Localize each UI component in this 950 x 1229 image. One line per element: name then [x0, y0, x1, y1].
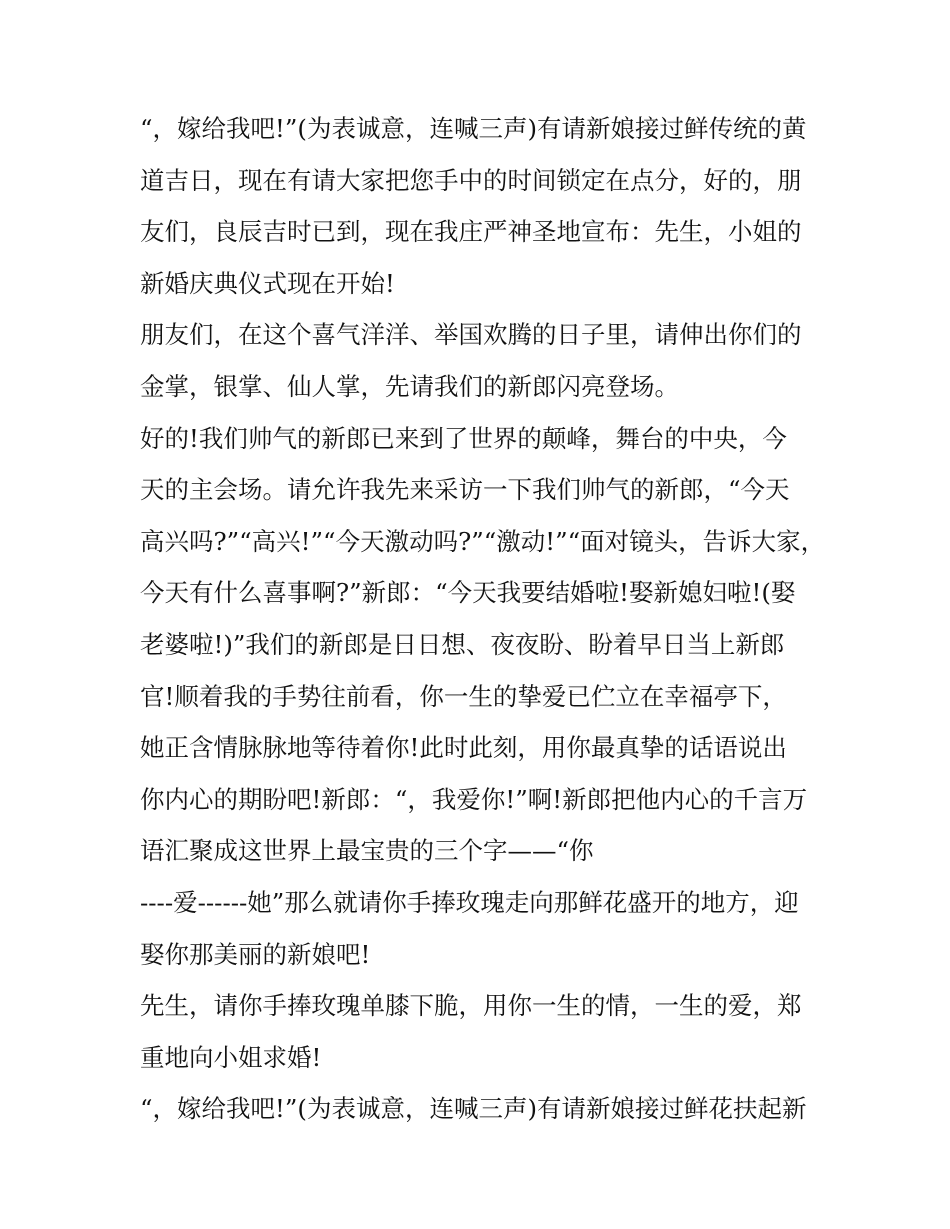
text-line: 新婚庆典仪式现在开始! — [140, 268, 395, 298]
text-line: 你内心的期盼吧!新郎：“，我爱你!”啊!新郎把他内心的千言万 — [140, 784, 808, 814]
text-line: 天的主会场。请允许我先来采访一下我们帅气的新郎，“今天 — [140, 475, 790, 505]
text-line: 她正含情脉脉地等待着你!此时此刻，用你最真挚的话语说出 — [140, 733, 787, 763]
text-line: 语汇聚成这世界上最宝贵的三个字——“你 — [140, 836, 594, 866]
document-body-text — [140, 103, 830, 1135]
text-line: 金掌，银掌、仙人掌，先请我们的新郎闪亮登场。 — [140, 371, 679, 401]
text-line: 重地向小姐求婚! — [140, 1042, 322, 1072]
text-line: 今天有什么喜事啊?”新郎：“今天我要结婚啦!娶新媳妇啦!(娶 — [140, 578, 796, 608]
text-line: ----爱------她”那么就请你手捧玫瑰走向那鲜花盛开的地方，迎 — [140, 887, 799, 917]
text-line: 老婆啦!)”我们的新郎是日日想、夜夜盼、盼着早日当上新郎 — [140, 629, 785, 659]
text-line: “，嫁给我吧!”(为表诚意，连喊三声)有请新娘接过鲜传统的黄 — [140, 114, 807, 143]
text-line: “，嫁给我吧!”(为表诚意，连喊三声)有请新娘接过鲜花扶起新 — [140, 1094, 807, 1124]
text-line: 高兴吗?”“高兴!”“今天激动吗?”“激动!”“面对镜头，告诉大家， — [140, 526, 826, 556]
text-line: 先生，请你手捧玫瑰单膝下脆，用你一生的情，一生的爱，郑 — [140, 991, 802, 1021]
text-line: 友们，良辰吉时已到，现在我庄严神圣地宣布：先生，小姐的 — [140, 217, 802, 247]
text-line: 娶你那美丽的新娘吧! — [140, 939, 371, 969]
text-line: 官!顺着我的手势往前看，你一生的挚爱已伫立在幸福亭下， — [140, 681, 787, 711]
text-line: 朋友们，在这个喜气洋洋、举国欢腾的日子里，请伸出你们的 — [140, 320, 802, 350]
text-line: 好的!我们帅气的新郎已来到了世界的颠峰，舞台的中央，今 — [140, 423, 787, 453]
text-line: 道吉日，现在有请大家把您手中的时间锁定在点分，好的，朋 — [140, 165, 802, 195]
